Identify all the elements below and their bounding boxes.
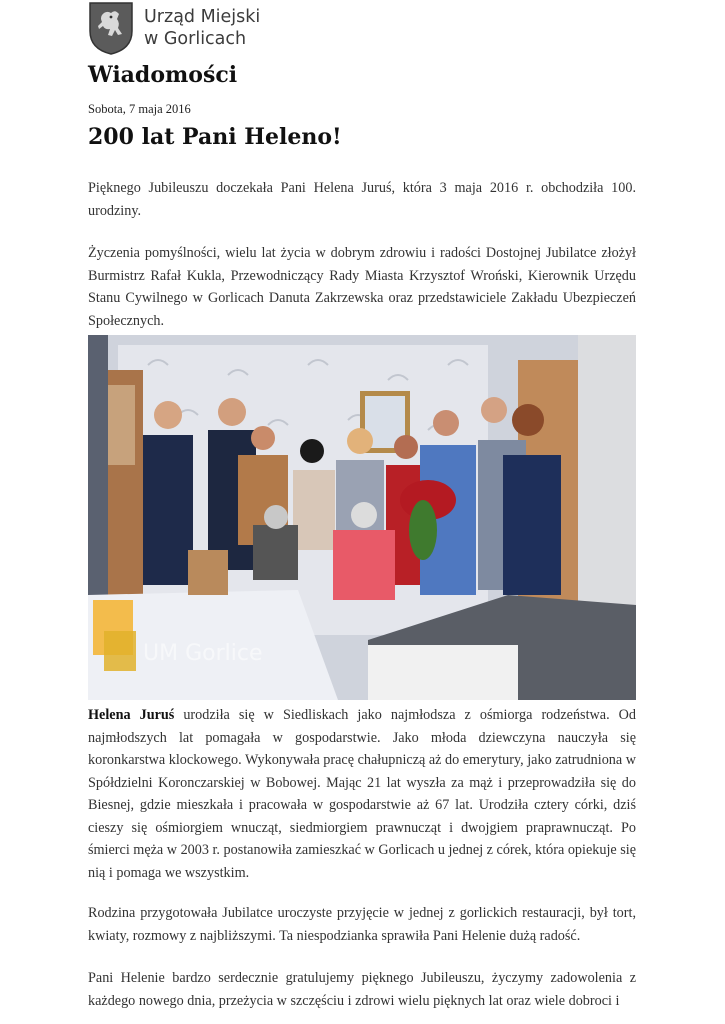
article-paragraph-4: Rodzina przygotowała Jubilatce uroczyste przyjęcie w jednej z gorlickich restauracji, był tort, kwiaty, rozmowy z najbliższymi. Ta niespodzianka sprawiła Pani Helenie dużą radość.	[88, 905, 636, 944]
site-header	[88, 0, 260, 56]
article-paragraph-1: Pięknego Jubileuszu doczekała Pani Helena Juruś, która 3 maja 2016 r. obchodziła 100. urodziny.	[88, 180, 636, 219]
article-paragraph-3	[88, 704, 636, 884]
person-name: Helena Juruś	[88, 707, 175, 723]
coat-of-arms-icon[interactable]	[88, 1, 134, 55]
article-photo[interactable]	[88, 335, 636, 700]
article-date: Sobota, 7 maja 2016	[88, 102, 191, 116]
article-paragraph-5: Pani Helenie bardzo serdecznie gratulujemy pięknego Jubileuszu, życzymy zadowolenia z każdego nowego dnia, przeżycia w szczęściu i zdrowi wielu pięknych lat oraz wiele dobroci i	[88, 970, 636, 1009]
photo-illustration	[88, 335, 636, 700]
site-name-line1: Urząd Miejski	[144, 7, 261, 27]
article-title: 200 lat Pani Heleno!	[88, 124, 342, 150]
section-title: Wiadomości	[88, 62, 238, 88]
article-paragraph-2: Życzenia pomyślności, wielu lat życia w dobrym zdrowiu i radości Dostojnej Jubilatce złożył Burmistrz Rafał Kukla, Przewodniczący Rady Miasta Krzysztof Wroński, Kierownik Urzędu Stanu Cywilnego w Gorlicach Danuta Zakrzewska oraz przedstawiciele Zakładu Ubezpieczeń Społecznych.	[88, 245, 636, 329]
site-name[interactable]	[144, 6, 260, 50]
site-name-line2: w Gorlicach	[144, 29, 247, 49]
article-paragraph-3-text: urodziła się w Siedliskach jako najmłodsza z ośmiorga rodzeństwa. Od najmłodszych lat pomagała w gospodarstwie. Jako młoda dziewczyna nauczyła się koronkarstwa klockowego. Wykonywała pracę chałupniczą aż do emerytury, jako zatrudniona w Spółdzielni Koronczarskiej w Bobowej. Mając 21 lat wyszła za mąż i przeprowadziła się do Biesnej, gdzie mieszkała i pracowała w gospodarstwie aż 67 lat. Urodziła cztery córki, dziś cieszy się ośmiorgiem wnucząt, siedmiorgiem prawnucząt i dwojgiem praprawnucząt. Po śmierci męża w 2003 r. postanowiła zamieszkać w Gorlicach u jednej z córek, która opiekuje się nią i pomaga we wszystkim.	[88, 707, 636, 881]
photo-watermark: UM Gorlice	[143, 641, 263, 666]
